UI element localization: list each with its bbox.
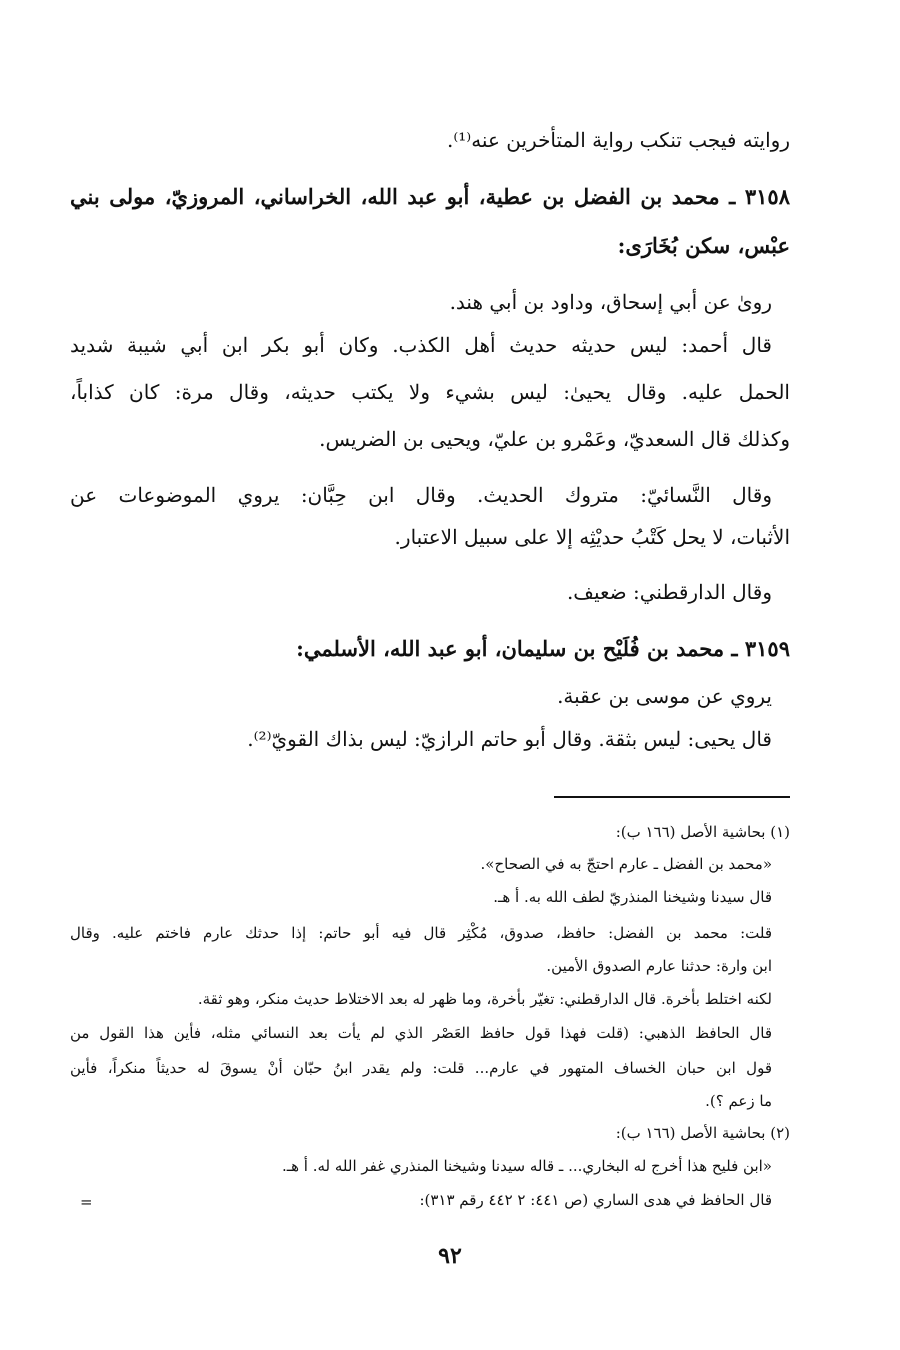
paragraph: رویٰ عن أبي إسحاق، وداود بن أبي هند. [449, 290, 772, 314]
footnote-line: ما زعم ؟). [705, 1092, 772, 1110]
entry-heading-3158-cont: عبْس، سكن بُخَارَى: [617, 233, 790, 258]
paragraph: قال أحمد: ليس حديثه حديث أهل الكذب. وكان أبو بكر ابن أبي شيبة شديد [70, 333, 772, 357]
footnote-1-head: (١) بحاشية الأصل (١٦٦ ب): [615, 823, 790, 841]
footnote-line: قلت: محمد بن الفضل: حافظ، صدوق، مُكْثِر قال فيه أبو حاتم: إذا حدثك عارم فاختم عليه. وقال [70, 924, 772, 942]
paragraph: وقال الدارقطني: ضعيف. [566, 580, 772, 604]
footnote-line: «ابن فليح هذا أخرج له البخاري... ـ قاله سيدنا وشيخنا المنذري غفر الله له. أ هـ. [281, 1157, 772, 1175]
paragraph: يروي عن موسى بن عقبة. [557, 684, 772, 708]
page-number: ٩٢ [438, 1243, 462, 1269]
entry-heading-3158: ٣١٥٨ ـ محمد بن الفضل بن عطية، أبو عبد الله، الخراساني، المروزيّ، مولى بني [70, 184, 790, 209]
footnotes [70, 0, 790, 1350]
footnote-line: قول ابن حبان الخساف المتهور في عارم... قلت: ولم يقدر ابنُ حبّان أنْ يسوقَ له حديثاً منكراً، فأين [70, 1059, 772, 1077]
paragraph-cont: الأثبات، لا يحل كَتْبُ حديْثِه إلا على سبيل الاعتبار. [394, 525, 790, 549]
paragraph-cont: الحمل عليه. وقال يحيىٰ: ليس بشيء ولا يكتب حديثه، وقال مرة: كان كذاباً، [70, 380, 790, 404]
footnote-line: «محمد بن الفضل ـ عارم احتجّ به في الصحاح». [480, 855, 772, 873]
paragraph-cont: وكذلك قال السعديّ، وعَمْرو بن عليّ، ويحيى بن الضريس. [319, 427, 790, 451]
footnote-line: قال الحافظ في هدى الساري (ص ٤٤١: ٢ ٤٤٢ رقم ٣١٣): [419, 1191, 772, 1209]
entry-heading-3159: ٣١٥٩ ـ محمد بن فُلَيْح بن سليمان، أبو عبد الله، الأسلمي: [296, 636, 790, 661]
footnote-line: ابن وارة: حدثنا عارم الصدوق الأمين. [546, 957, 772, 975]
text-line: روايته فيجب تنكب رواية المتأخرين عنه⁽¹⁾. [446, 128, 790, 152]
footnote-line: قال سيدنا وشيخنا المنذريّ لطف الله به. أ هـ. [493, 888, 772, 906]
footnote-2-head: (٢) بحاشية الأصل (١٦٦ ب): [615, 1124, 790, 1142]
footnote-line: قال الحافظ الذهبي: (قلت فهذا قول حافظ العَصْر الذي لم يأت بعد النسائي مثله، فأين هذا القول من [70, 1024, 772, 1042]
continuation-mark: = [80, 1193, 93, 1211]
paragraph: وقال النَّسائيّ: متروك الحديث. وقال ابن حِبَّان: يروي الموضوعات عن [70, 483, 772, 507]
paragraph: قال يحيى: ليس بثقة. وقال أبو حاتم الرازيّ: ليس بذاك القويّ⁽²⁾. [247, 727, 772, 751]
footnote-line: لكنه اختلط بأخرة. قال الدارقطني: تغيّر بأخرة، وما ظهر له بعد الاختلاط حديث منكر، وهو ثقة. [197, 990, 772, 1008]
